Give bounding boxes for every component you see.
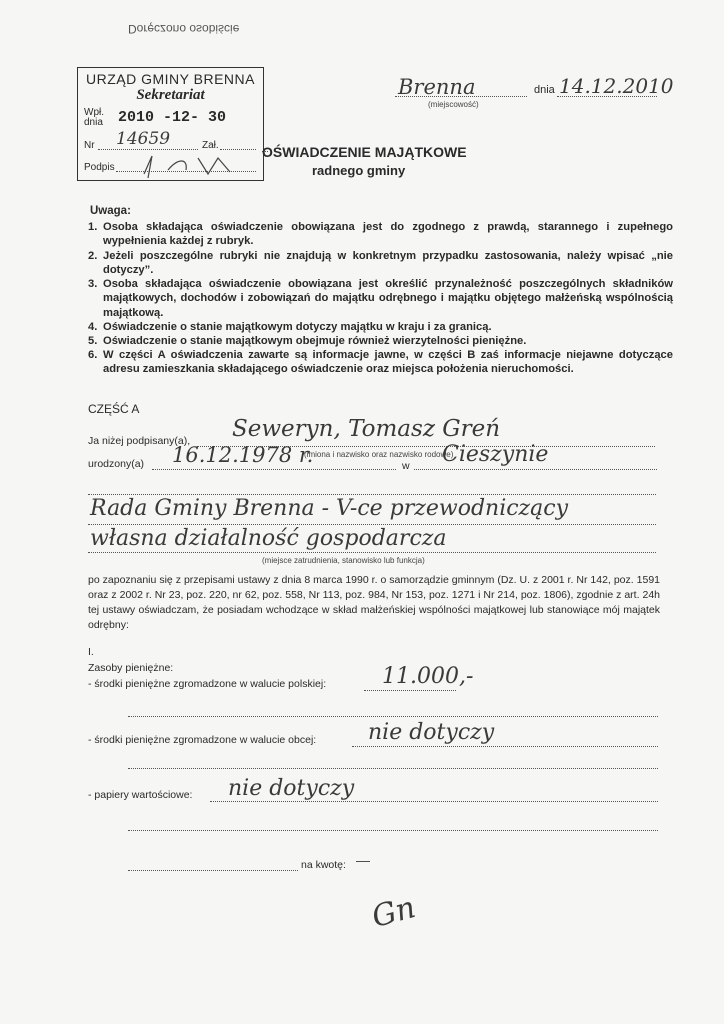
- born-place: Cieszynie: [442, 442, 549, 467]
- stamp-signature-scribble: [138, 150, 258, 180]
- uwaga-list: 1. Osoba składająca oświadczenie obowiązana jest do zgodnego z prawdą, starannego i zupełnego wypełnienia każdej z rubryk. 2. Jeżeli poszczególne rubryki nie znajdują w konkretnym przypadku zastosowania, należy wpisać „nie dotyczy”. 3. Osoba składająca oświadczenie obowiązana jest określić przynależność poszczególnych składników majątkowych, dochodów i zobowiązań do majątku odrębnego i majątku objętego małżeńską wspólnością majątkową. 4. Oświadczenie o stanie majątkowym dotyczy majątku w kraju i za granicą. 5. Oświadczenie o stanie majątkowym obejmuje również wierzytelności pieniężne. 6. W części A oświadczenia zawarte są informacje jawne, w części B zaś informacje niejawne dotyczące adresu zamieszkania składającego oświadczenie oraz miejsca położenia nieruchomości.: [88, 221, 673, 376]
- zasoby-heading: Zasoby pieniężne:: [88, 662, 174, 674]
- signer-caption: (imiona i nazwisko oraz nazwisko rodowe): [304, 450, 454, 459]
- stamp-nr-label: Nr: [84, 140, 95, 151]
- document-title: OŚWIADCZENIE MAJĄTKOWE: [262, 144, 467, 160]
- place-caption: (miejscowość): [428, 100, 479, 109]
- signer-label: Ja niżej podpisany(a),: [88, 435, 191, 447]
- employment-line-2: własna działalność gospodarcza: [90, 526, 447, 551]
- place-value: Brenna: [398, 75, 476, 99]
- pln-label: - środki pieniężne zgromadzone w walucie polskiej:: [88, 678, 327, 690]
- amount-value: —: [356, 852, 370, 868]
- born-in-label: w: [402, 460, 410, 472]
- stamp-podpis-label: Podpis: [84, 162, 115, 173]
- registry-stamp: [77, 67, 264, 181]
- stamp-nr-value: 14659: [116, 129, 171, 149]
- stamp-department: Sekretariat: [136, 87, 205, 103]
- signer-name: Seweryn, Tomasz Greń: [232, 416, 501, 442]
- pln-value: 11.000,-: [382, 664, 474, 689]
- securities-value: nie dotyczy: [228, 776, 355, 801]
- section-roman-1: I.: [88, 646, 94, 658]
- foreign-value: nie dotyczy: [368, 720, 495, 745]
- document-subtitle: radnego gminy: [312, 163, 406, 178]
- signature-initials: Gn: [368, 889, 420, 936]
- employment-caption: (miejsce zatrudnienia, stanowisko lub funkcja): [262, 556, 425, 565]
- stamp-date: 2010 -12- 30: [118, 109, 227, 126]
- born-date: 16.12.1978 r.: [172, 443, 314, 467]
- employment-line-1: Rada Gminy Brenna - V-ce przewodniczący: [90, 496, 569, 521]
- uwaga-label: Uwaga:: [90, 205, 131, 217]
- mirrored-header-text: Doręczono osobiście: [128, 22, 240, 36]
- date-value: 14.12.2010: [559, 74, 674, 98]
- stamp-zal-label: Zał.: [202, 140, 219, 151]
- born-label: urodzony(a): [88, 458, 145, 470]
- securities-label: - papiery wartościowe:: [88, 789, 193, 801]
- foreign-label: - środki pieniężne zgromadzone w walucie obcej:: [88, 734, 317, 746]
- declaration-paragraph: po zapoznaniu się z przepisami ustawy z dnia 8 marca 1990 r. o samorządzie gminnym (Dz. U. z 2001 r. Nr 142, poz. 1591 oraz z 2002 r. Nr 23, poz. 220, nr 62, poz. 558, Nr 113, poz. 984, Nr 153, poz. 1271 i Nr 214, poz. 1806), zgodnie z art. 24h tej ustawy oświadczam, że posiadam wchodzące w skład małżeńskiej wspólności majątkowej lub stanowiące mój majątek odrębny:: [88, 574, 660, 631]
- amount-label: na kwotę:: [301, 859, 346, 871]
- stamp-wpl-label: Wpł. dnia: [84, 107, 104, 128]
- stamp-office-name: URZĄD GMINY BRENNA: [86, 71, 255, 87]
- section-a-heading: CZĘŚĆ A: [88, 402, 140, 416]
- date-label: dnia: [534, 84, 555, 96]
